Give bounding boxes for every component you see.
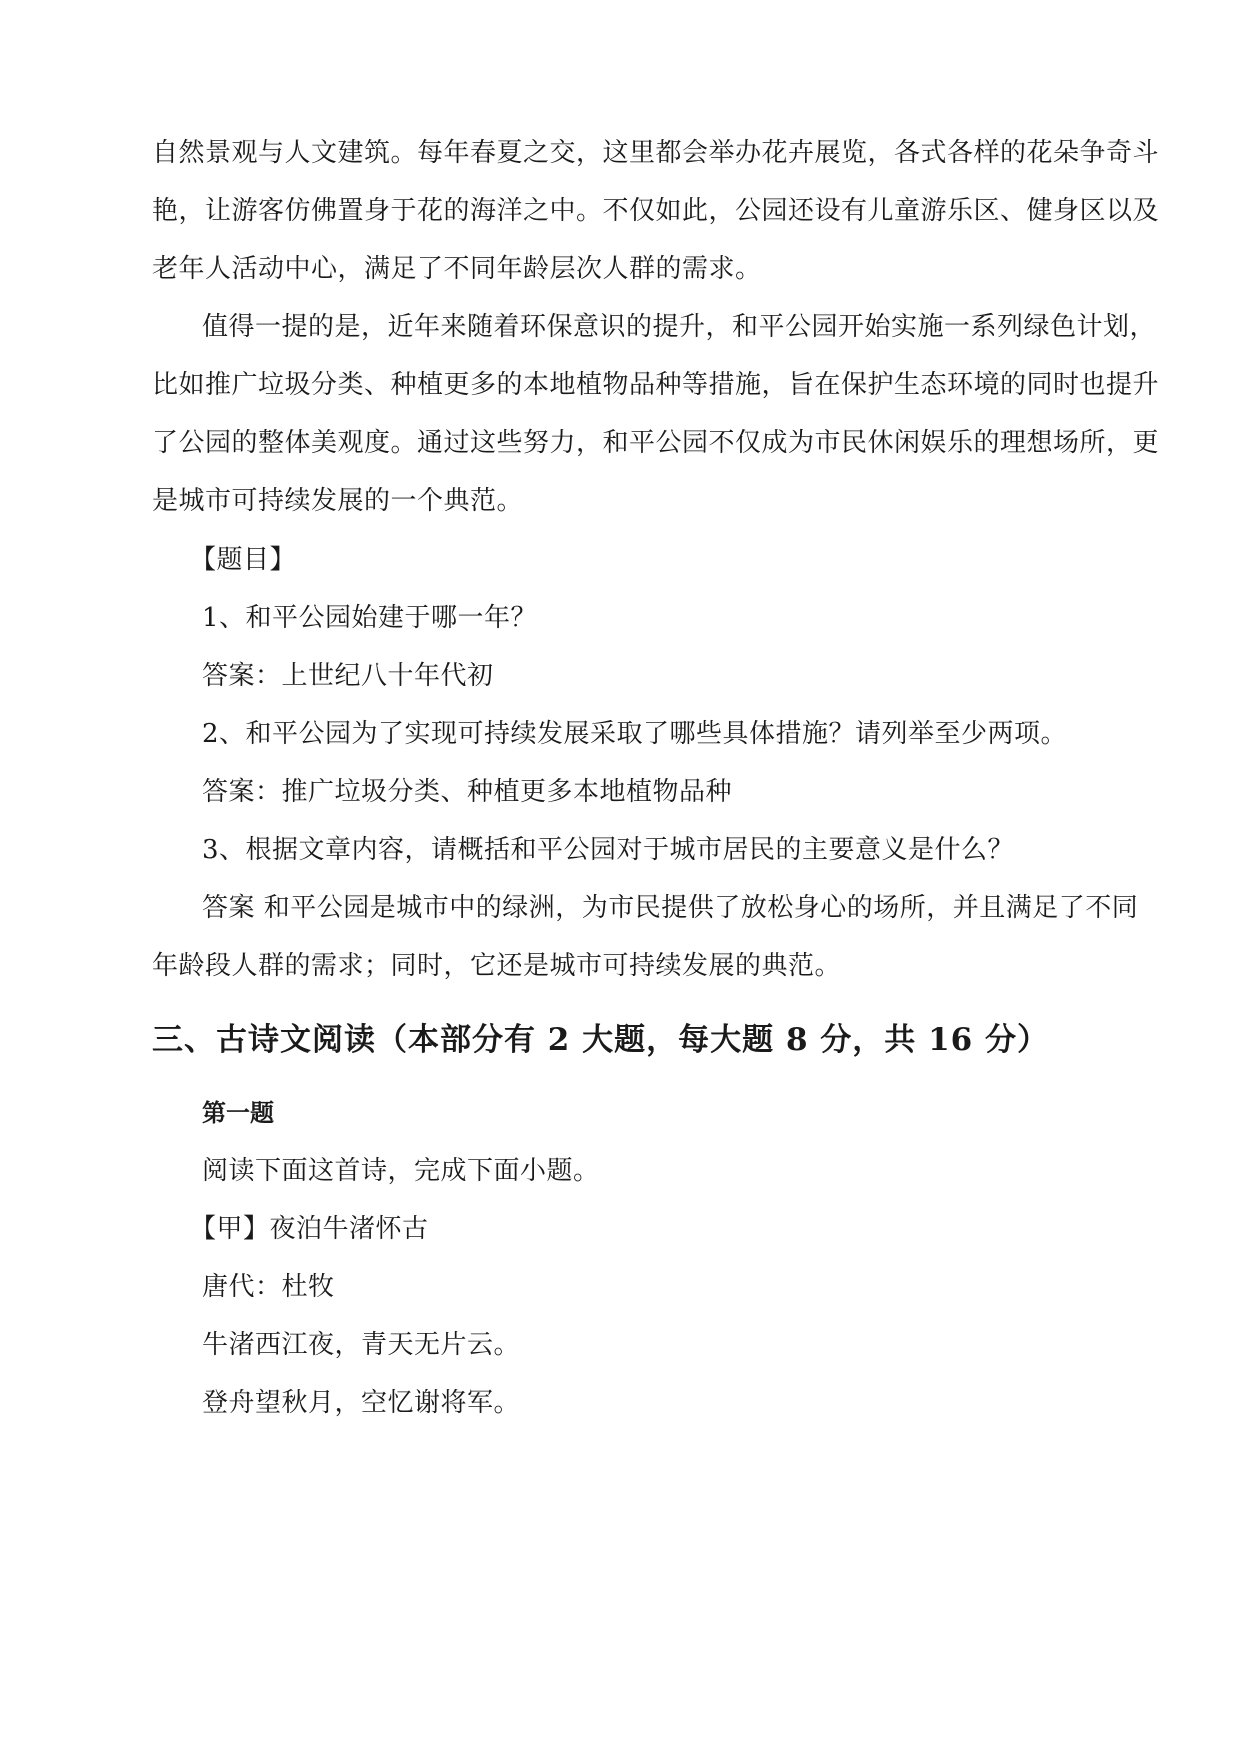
passage-line-1: 自然景观与人文建筑。每年春夏之交，这里都会举办花卉展览，各式各样的花朵争奇斗 bbox=[152, 138, 1160, 168]
section-3-heading: 三、古诗文阅读（本部分有 2 大题，每大题 8 分，共 16 分） bbox=[152, 1022, 1050, 1058]
part-1-title: 第一题 bbox=[202, 1098, 274, 1127]
answer-1: 答案：上世纪八十年代初 bbox=[202, 661, 494, 691]
passage-line-5: 比如推广垃圾分类、种植更多的本地植物品种等措施，旨在保护生态环境的同时也提升 bbox=[152, 370, 1160, 400]
instruction: 阅读下面这首诗，完成下面小题。 bbox=[202, 1156, 600, 1186]
passage-line-6: 了公园的整体美观度。通过这些努力，和平公园不仅成为市民休闲娱乐的理想场所，更 bbox=[152, 428, 1160, 458]
answer-3-line-2: 年龄段人群的需求；同时，它还是城市可持续发展的典范。 bbox=[152, 951, 842, 981]
question-2: 2、和平公园为了实现可持续发展采取了哪些具体措施？请列举至少两项。 bbox=[202, 719, 1068, 749]
poem-author: 唐代：杜牧 bbox=[202, 1272, 335, 1302]
question-3: 3、根据文章内容，请概括和平公园对于城市居民的主要意义是什么？ bbox=[202, 835, 1015, 865]
question-1: 1、和平公园始建于哪一年？ bbox=[202, 603, 538, 633]
questions-label: 【题目】 bbox=[190, 545, 297, 575]
passage-line-4: 值得一提的是，近年来随着环保意识的提升，和平公园开始实施一系列绿色计划， bbox=[202, 312, 1157, 342]
passage-line-2: 艳，让游客仿佛置身于花的海洋之中。不仅如此，公园还设有儿童游乐区、健身区以及 bbox=[152, 196, 1160, 226]
poem-title: 【甲】夜泊牛渚怀古 bbox=[190, 1214, 429, 1244]
passage-line-7: 是城市可持续发展的一个典范。 bbox=[152, 486, 524, 516]
answer-3-line-1: 答案 和平公园是城市中的绿洲，为市民提供了放松身心的场所，并且满足了不同 bbox=[202, 893, 1139, 923]
poem-line-1: 牛渚西江夜，青天无片云。 bbox=[202, 1330, 521, 1360]
poem-line-2: 登舟望秋月，空忆谢将军。 bbox=[202, 1388, 521, 1418]
passage-line-3: 老年人活动中心，满足了不同年龄层次人群的需求。 bbox=[152, 254, 762, 284]
answer-2: 答案：推广垃圾分类、种植更多本地植物品种 bbox=[202, 777, 733, 807]
